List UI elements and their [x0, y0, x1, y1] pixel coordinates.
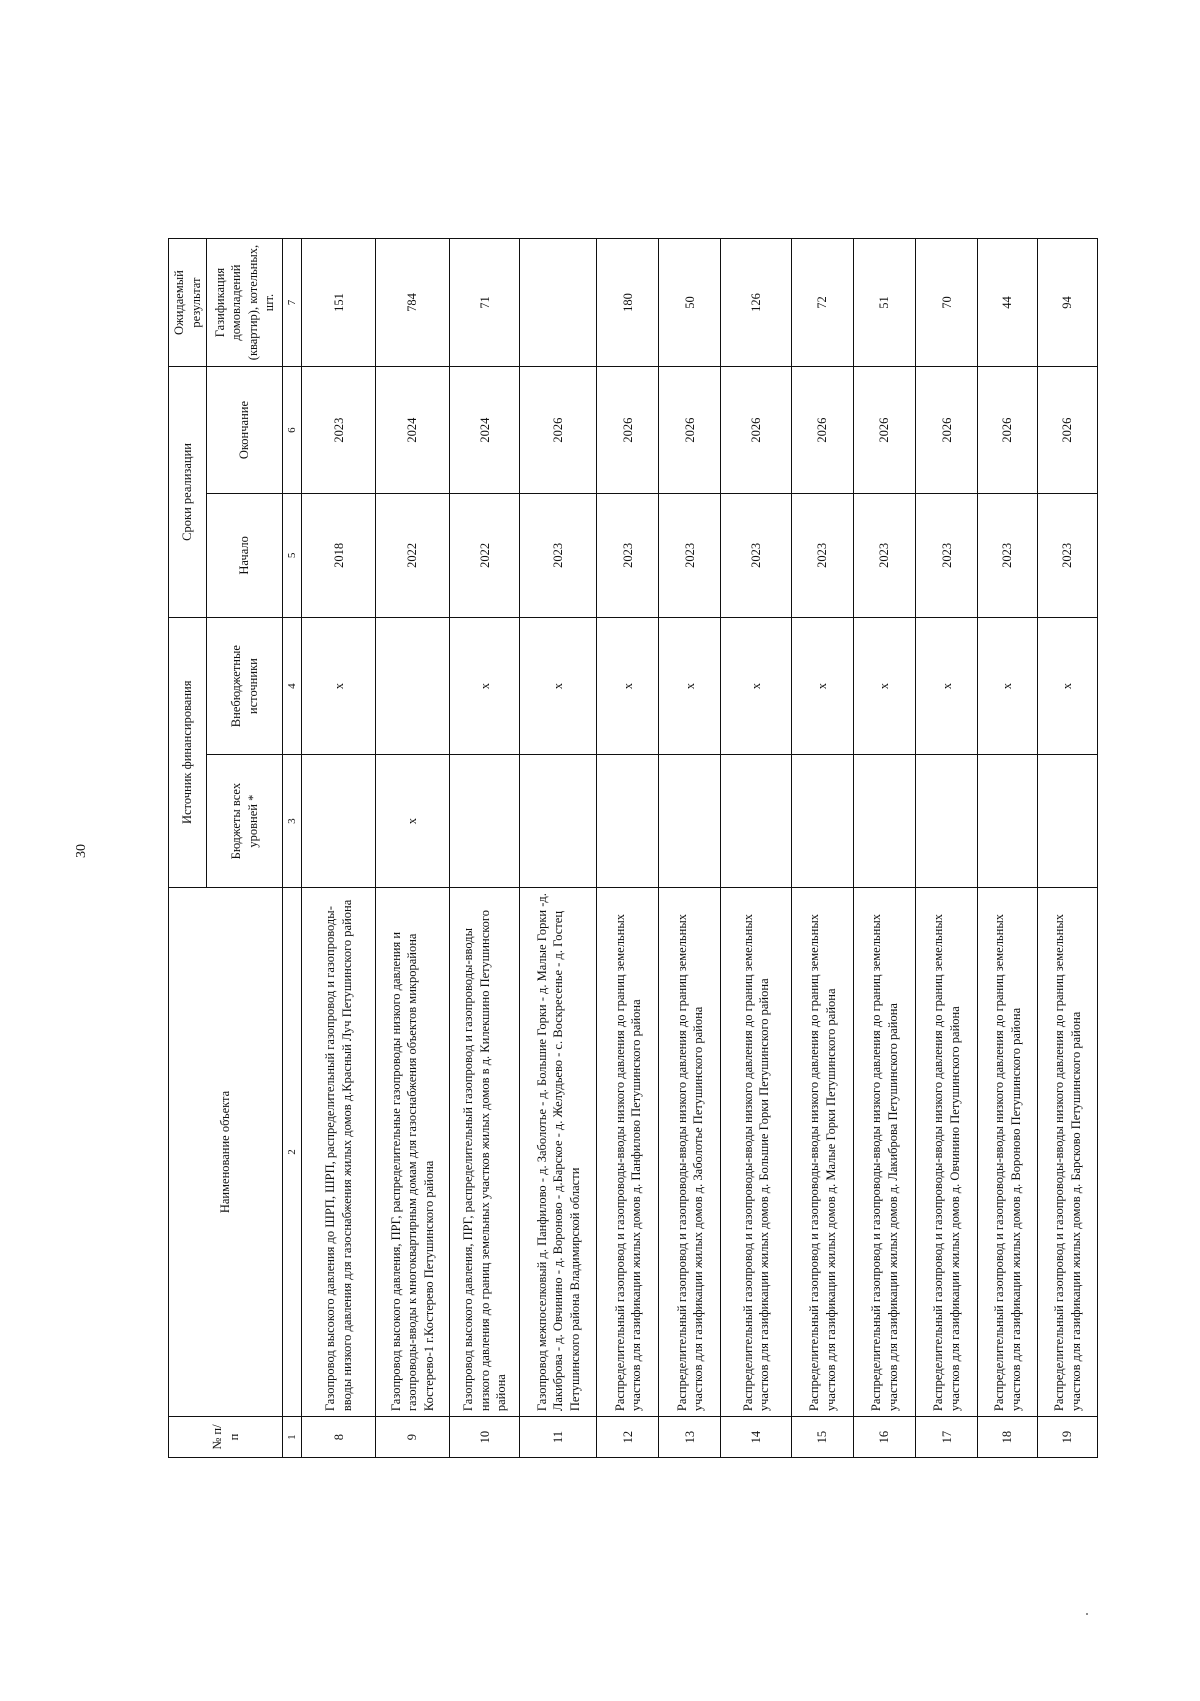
expected-result: 70: [916, 239, 978, 367]
extrabudget-mark: x: [792, 617, 854, 755]
budgets-mark: [854, 755, 916, 887]
row-number: 18: [978, 1417, 1038, 1458]
end-year: 2026: [659, 367, 721, 494]
object-name: Распределительный газопровод и газопроводы-вводы низкого давления до границ земельных участков для газификации жилых домов д. Большие Горки Петушинского района: [721, 887, 792, 1416]
extrabudget-mark: x: [520, 617, 597, 755]
end-year: 2026: [916, 367, 978, 494]
header-terms: Сроки реализации: [169, 367, 207, 618]
row-number: 11: [520, 1417, 597, 1458]
table-row: [376, 239, 450, 1458]
end-year: 2024: [449, 367, 520, 494]
row-number: 13: [659, 1417, 721, 1458]
column-number: 3: [283, 755, 302, 887]
header-funding: Источник финансирования: [169, 617, 207, 887]
table-row: [854, 239, 916, 1458]
end-year: 2023: [302, 367, 376, 494]
object-name: Газопровод высокого давления, ПРГ, распределительные газопроводы низкого давления и газопроводы-вводы к многоквартирным домам для газоснабжения объектов микрорайона Костерево-1 г.Костерево Петушинского района: [376, 887, 450, 1416]
start-year: 2022: [376, 494, 450, 618]
start-year: 2023: [978, 494, 1038, 618]
expected-result: 72: [792, 239, 854, 367]
row-number: 12: [597, 1417, 659, 1458]
budgets-mark: [1038, 755, 1098, 887]
row-number: 10: [449, 1417, 520, 1458]
extrabudget-mark: [376, 617, 450, 755]
table-row: [302, 239, 376, 1458]
budgets-mark: [792, 755, 854, 887]
header-end: Окончание: [207, 367, 283, 494]
row-number: 19: [1038, 1417, 1098, 1458]
expected-result: 44: [978, 239, 1038, 367]
expected-result: 784: [376, 239, 450, 367]
header-name: Наименование объекта: [169, 887, 283, 1416]
start-year: 2023: [792, 494, 854, 618]
header-start: Начало: [207, 494, 283, 618]
table-row: [978, 239, 1038, 1458]
start-year: 2023: [520, 494, 597, 618]
extrabudget-mark: x: [302, 617, 376, 755]
table-row: [916, 239, 978, 1458]
extrabudget-mark: x: [659, 617, 721, 755]
start-year: 2023: [597, 494, 659, 618]
object-name: Распределительный газопровод и газопроводы-вводы низкого давления до границ земельных участков для газификации жилых домов д. Панфилово Петушинского района: [597, 887, 659, 1416]
budgets-mark: [520, 755, 597, 887]
start-year: 2023: [854, 494, 916, 618]
extrabudget-mark: x: [854, 617, 916, 755]
extrabudget-mark: x: [449, 617, 520, 755]
end-year: 2026: [721, 367, 792, 494]
object-name: Распределительный газопровод и газопроводы-вводы низкого давления до границ земельных участков для газификации жилых домов д. Барсково Петушинского района: [1038, 887, 1098, 1416]
extrabudget-mark: x: [916, 617, 978, 755]
extrabudget-mark: x: [978, 617, 1038, 755]
row-number: 15: [792, 1417, 854, 1458]
end-year: 2026: [597, 367, 659, 494]
header-extrabudget: Внебюджетные источники: [207, 617, 283, 755]
table-row: [520, 239, 597, 1458]
header-budgets: Бюджеты всех уровней *: [207, 755, 283, 887]
table-row: [1038, 239, 1098, 1458]
budgets-mark: [916, 755, 978, 887]
object-name: Газопровод высокого давления до ШРП, ШРП, распределительный газопровод и газопроводы-вводы низкого давления для газоснабжения жилых домов д.Красный Луч Петушинского района: [302, 887, 376, 1416]
column-number: 4: [283, 617, 302, 755]
expected-result: 94: [1038, 239, 1098, 367]
budgets-mark: [302, 755, 376, 887]
end-year: 2026: [1038, 367, 1098, 494]
table-row: [449, 239, 520, 1458]
expected-result: 151: [302, 239, 376, 367]
budgets-mark: x: [376, 755, 450, 887]
row-number: 8: [302, 1417, 376, 1458]
scan-speck: [1086, 1613, 1088, 1615]
start-year: 2023: [659, 494, 721, 618]
column-number: 2: [283, 887, 302, 1416]
header-num: № п/п: [169, 1417, 283, 1458]
expected-result: 51: [854, 239, 916, 367]
budgets-mark: [659, 755, 721, 887]
start-year: 2023: [1038, 494, 1098, 618]
budgets-mark: [449, 755, 520, 887]
start-year: 2023: [916, 494, 978, 618]
header-gasification: Газификация домовладений (квартир), котельных, шт.: [207, 239, 283, 367]
column-number: 1: [283, 1417, 302, 1458]
expected-result: 126: [721, 239, 792, 367]
object-name: Распределительный газопровод и газопроводы-вводы низкого давления до границ земельных участков для газификации жилых домов д. Лакиброва Петушинского района: [854, 887, 916, 1416]
row-number: 17: [916, 1417, 978, 1458]
budgets-mark: [978, 755, 1038, 887]
row-number: 9: [376, 1417, 450, 1458]
header-expected: Ожидаемый результат: [169, 239, 207, 367]
object-name: Газопровод межпоселковый д. Панфилово - д. Заболотье - д. Большие Горки - д. Малые Горки -д. Лакиброва - д. Овчинино - д. Вороново - д.Барское - д. Желудьево - с. Воскресенье - д. Гостец Петушинского района Владимирской области: [520, 887, 597, 1416]
end-year: 2026: [792, 367, 854, 494]
object-name: Распределительный газопровод и газопроводы-вводы низкого давления до границ земельных участков для газификации жилых домов д. Овчинино Петушинского района: [916, 887, 978, 1416]
end-year: 2026: [520, 367, 597, 494]
extrabudget-mark: x: [1038, 617, 1098, 755]
rotated-table-container: [168, 238, 1098, 1458]
column-number: 5: [283, 494, 302, 618]
column-number-row: [283, 239, 302, 1458]
budgets-mark: [597, 755, 659, 887]
object-name: Распределительный газопровод и газопроводы-вводы низкого давления до границ земельных участков для газификации жилых домов д. Заболотье Петушинского района: [659, 887, 721, 1416]
object-name: Распределительный газопровод и газопроводы-вводы низкого давления до границ земельных участков для газификации жилых домов д. Малые Горки Петушинского района: [792, 887, 854, 1416]
object-name: Газопровод высокого давления, ПРГ, распределительный газопровод и газопроводы-вводы низкого давления до границ земельных участков жилых домов в д. Килекшино Петушинского района: [449, 887, 520, 1416]
row-number: 14: [721, 1417, 792, 1458]
column-number: 7: [283, 239, 302, 367]
table-body: [283, 239, 1098, 1458]
end-year: 2026: [854, 367, 916, 494]
extrabudget-mark: x: [721, 617, 792, 755]
extrabudget-mark: x: [597, 617, 659, 755]
gasification-plan-table: [168, 238, 1098, 1458]
table-row: [792, 239, 854, 1458]
start-year: 2022: [449, 494, 520, 618]
column-number: 6: [283, 367, 302, 494]
object-name: Распределительный газопровод и газопроводы-вводы низкого давления до границ земельных участков для газификации жилых домов д. Вороново Петушинского района: [978, 887, 1038, 1416]
start-year: 2023: [721, 494, 792, 618]
start-year: 2018: [302, 494, 376, 618]
expected-result: 50: [659, 239, 721, 367]
end-year: 2024: [376, 367, 450, 494]
row-number: 16: [854, 1417, 916, 1458]
budgets-mark: [721, 755, 792, 887]
table-row: [597, 239, 659, 1458]
page-number: 30: [74, 844, 89, 858]
expected-result: 180: [597, 239, 659, 367]
expected-result: 71: [449, 239, 520, 367]
expected-result: [520, 239, 597, 367]
end-year: 2026: [978, 367, 1038, 494]
table-row: [659, 239, 721, 1458]
table-row: [721, 239, 792, 1458]
